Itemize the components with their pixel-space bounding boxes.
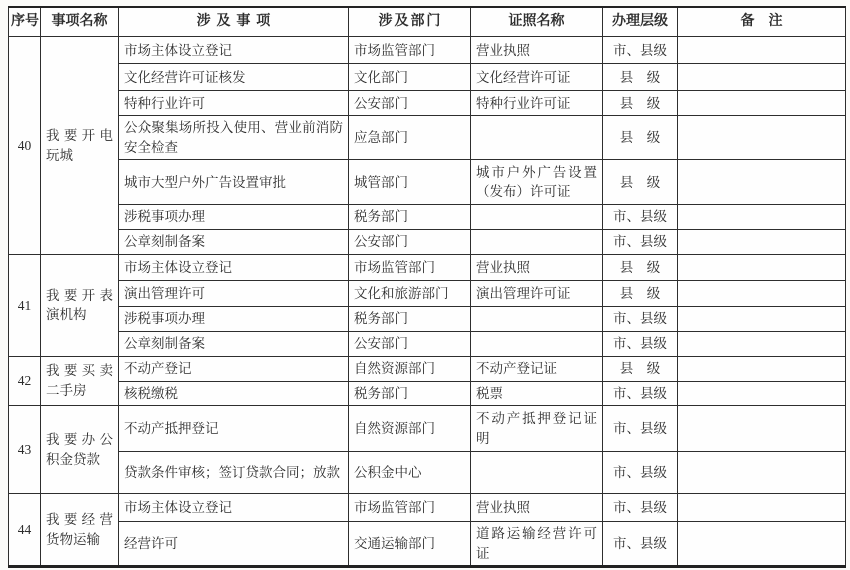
level-cell: 县 级 [603,356,678,381]
header-dept: 涉及部门 [349,7,471,37]
matter-cell: 城市大型户外广告设置审批 [119,160,349,205]
document-page [8,6,846,568]
seq-cell: 43 [9,406,41,494]
table-row [9,331,846,356]
cert-cell: 城市户外广告设置（发布）许可证 [471,160,603,205]
remark-cell [678,91,846,116]
header-matter: 涉及事项 [119,7,349,37]
table-row [9,254,846,280]
cert-cell [471,452,603,494]
remark-cell [678,280,846,306]
matter-cell: 公众聚集场所投入使用、营业前消防安全检查 [119,116,349,160]
item-name-cell: 我要经营货物运输 [41,494,119,567]
dept-cell: 文化和旅游部门 [349,280,471,306]
item-name-cell: 我要开表演机构 [41,254,119,356]
matter-cell: 核税缴税 [119,381,349,406]
level-cell: 市、县级 [603,522,678,567]
remark-cell [678,381,846,406]
level-cell: 市、县级 [603,381,678,406]
table-row [9,356,846,381]
remark-cell [678,306,846,331]
level-cell: 县 级 [603,116,678,160]
remark-cell [678,356,846,381]
dept-cell: 市场监管部门 [349,254,471,280]
cert-cell [471,116,603,160]
remark-cell [678,254,846,280]
table-row [9,406,846,452]
cert-cell: 特种行业许可证 [471,91,603,116]
table-row [9,381,846,406]
dept-cell: 税务部门 [349,306,471,331]
table-row [9,229,846,254]
license-table [8,6,846,568]
cert-cell: 道路运输经营许可证 [471,522,603,567]
level-cell: 县 级 [603,254,678,280]
matter-cell: 不动产登记 [119,356,349,381]
matter-cell: 涉税事项办理 [119,205,349,230]
cert-cell [471,331,603,356]
matter-cell: 市场主体设立登记 [119,494,349,522]
matter-cell: 特种行业许可 [119,91,349,116]
matter-cell: 不动产抵押登记 [119,406,349,452]
dept-cell: 市场监管部门 [349,494,471,522]
dept-cell: 公安部门 [349,331,471,356]
remark-cell [678,452,846,494]
matter-cell: 涉税事项办理 [119,306,349,331]
table-row [9,91,846,116]
remark-cell [678,64,846,91]
header-remark: 备 注 [678,7,846,37]
cert-cell [471,205,603,230]
dept-cell: 文化部门 [349,64,471,91]
level-cell: 市、县级 [603,331,678,356]
matter-cell: 贷款条件审核；签订贷款合同；放款 [119,452,349,494]
level-cell: 市、县级 [603,452,678,494]
table-row [9,452,846,494]
dept-cell: 税务部门 [349,381,471,406]
remark-cell [678,160,846,205]
cert-cell: 演出管理许可证 [471,280,603,306]
level-cell: 市、县级 [603,494,678,522]
seq-cell: 42 [9,356,41,405]
cert-cell: 文化经营许可证 [471,64,603,91]
table-row [9,37,846,64]
cert-cell: 营业执照 [471,494,603,522]
remark-cell [678,205,846,230]
header-level: 办理层级 [603,7,678,37]
cert-cell [471,306,603,331]
remark-cell [678,37,846,64]
level-cell: 县 级 [603,280,678,306]
remark-cell [678,494,846,522]
matter-cell: 公章刻制备案 [119,229,349,254]
table-row [9,280,846,306]
table-row [9,522,846,567]
dept-cell: 公安部门 [349,229,471,254]
item-name-cell: 我要开电玩城 [41,37,119,255]
matter-cell: 文化经营许可证核发 [119,64,349,91]
remark-cell [678,331,846,356]
cert-cell: 不动产抵押登记证明 [471,406,603,452]
dept-cell: 公安部门 [349,91,471,116]
dept-cell: 自然资源部门 [349,356,471,381]
level-cell: 县 级 [603,91,678,116]
level-cell: 市、县级 [603,229,678,254]
dept-cell: 市场监管部门 [349,37,471,64]
table-row [9,494,846,522]
header-item-name: 事项名称 [41,7,119,37]
remark-cell [678,116,846,160]
level-cell: 市、县级 [603,306,678,331]
level-cell: 市、县级 [603,205,678,230]
level-cell: 县 级 [603,160,678,205]
remark-cell [678,406,846,452]
level-cell: 市、县级 [603,37,678,64]
cert-cell: 不动产登记证 [471,356,603,381]
dept-cell: 自然资源部门 [349,406,471,452]
item-name-cell: 我要办公积金贷款 [41,406,119,494]
header-cert: 证照名称 [471,7,603,37]
cert-cell: 营业执照 [471,254,603,280]
level-cell: 市、县级 [603,406,678,452]
table-row [9,160,846,205]
matter-cell: 市场主体设立登记 [119,254,349,280]
cert-cell: 税票 [471,381,603,406]
matter-cell: 演出管理许可 [119,280,349,306]
table-row [9,205,846,230]
remark-cell [678,522,846,567]
cert-cell: 营业执照 [471,37,603,64]
dept-cell: 应急部门 [349,116,471,160]
table-header-row [9,7,846,37]
dept-cell: 交通运输部门 [349,522,471,567]
dept-cell: 税务部门 [349,205,471,230]
matter-cell: 公章刻制备案 [119,331,349,356]
header-seq: 序号 [9,7,41,37]
level-cell: 县 级 [603,64,678,91]
seq-cell: 40 [9,37,41,255]
dept-cell: 城管部门 [349,160,471,205]
dept-cell: 公积金中心 [349,452,471,494]
table-row [9,64,846,91]
item-name-cell: 我要买卖二手房 [41,356,119,405]
table-row [9,306,846,331]
cert-cell [471,229,603,254]
seq-cell: 41 [9,254,41,356]
seq-cell: 44 [9,494,41,567]
matter-cell: 经营许可 [119,522,349,567]
table-row [9,116,846,160]
matter-cell: 市场主体设立登记 [119,37,349,64]
remark-cell [678,229,846,254]
